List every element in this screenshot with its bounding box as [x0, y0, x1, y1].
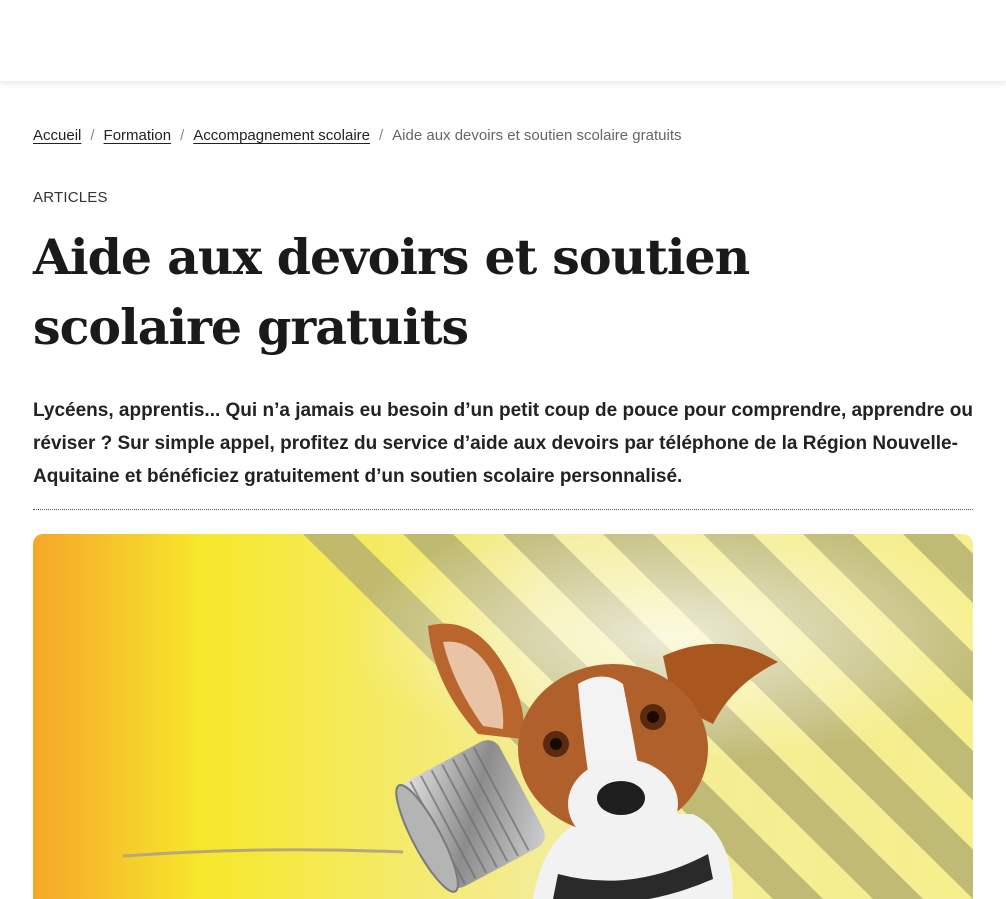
breadcrumb-separator: / — [379, 127, 384, 144]
breadcrumb-link-accueil[interactable]: Accueil — [33, 127, 82, 144]
breadcrumb-separator: / — [90, 127, 95, 144]
article-category: ARTICLES — [33, 189, 108, 206]
breadcrumb-separator: / — [180, 127, 185, 144]
breadcrumb — [33, 127, 682, 144]
hero-image — [33, 534, 973, 899]
divider — [33, 509, 973, 510]
article-lead: Lycéens, apprentis... Qui n’a jamais eu besoin d’un petit coup de pouce pour comprendre, apprendre ou réviser ? Sur simple appel, profitez du service d’aide aux devoirs par téléphone de la Région Nouvelle-Aquitaine et bénéficiez gratuitement d’un soutien scolaire personnalisé. — [33, 400, 973, 487]
page-title: Aide aux devoirs et soutien scolaire gratuits — [33, 228, 750, 356]
breadcrumb-current: Aide aux devoirs et soutien scolaire gratuits — [392, 127, 682, 144]
breadcrumb-link-formation[interactable]: Formation — [103, 127, 172, 144]
site-header — [0, 0, 1006, 82]
breadcrumb-link-accompagnement[interactable]: Accompagnement scolaire — [193, 127, 370, 144]
